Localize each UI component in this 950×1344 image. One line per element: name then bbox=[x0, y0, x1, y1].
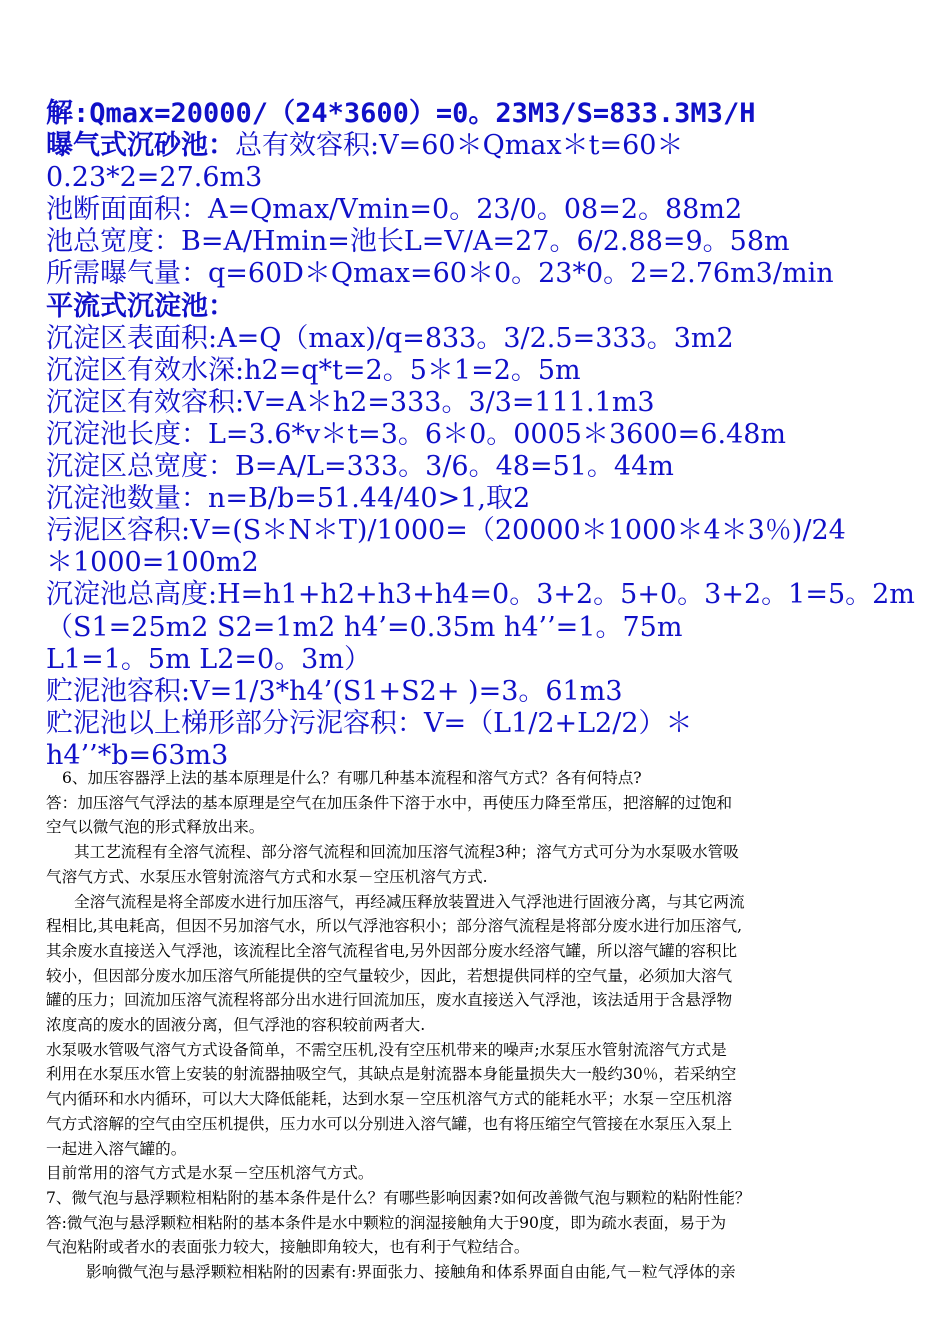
text-line: 浓度高的废水的固液分离，但气浮池的容积较前两者大. bbox=[46, 1016, 426, 1035]
calc-line: 沉淀池长度：L=3.6*v＊t=3。6＊0。0005＊3600=6.48m bbox=[46, 418, 787, 450]
calc-line: （S1=25m2 S2=1m2 h4’=0.35m h4’’=1。75m bbox=[46, 611, 683, 643]
text-line: 一起进入溶气罐的。 bbox=[46, 1139, 187, 1158]
question-line: 7、微气泡与悬浮颗粒相粘附的基本条件是什么？有哪些影响因素?如何改善微气泡与颗粒的粘附性能？ bbox=[46, 1188, 751, 1207]
calc-line: 0.23*2=27.6m3 bbox=[46, 162, 263, 194]
calc-line bbox=[46, 130, 926, 162]
text-line: 气方式溶解的空气由空压机提供，压力水可以分别进入溶气罐，也有将压缩空气管接在水泵压入泵上 bbox=[46, 1114, 733, 1133]
text-line: 影响微气泡与悬浮颗粒相粘附的因素有:界面张力、接触角和体系界面自由能,气－粒气浮体的亲 bbox=[86, 1263, 736, 1282]
calc-line: 贮泥池以上梯形部分污泥容积：V=（L1/2+L2/2）＊ bbox=[46, 707, 693, 739]
text-line: 水泵吸水管吸气溶气方式设备简单，不需空压机,没有空压机带来的噪声;水泵压水管射流溶气方式是 bbox=[46, 1040, 727, 1059]
calc-line: 池总宽度：B=A/Hmin=池长L=V/A=27。6/2.88=9。58m bbox=[46, 226, 790, 258]
text-line: 其余废水直接送入气浮池，该流程比全溶气流程省电,另外因部分废水经溶气罐，所以溶气罐的容积比 bbox=[46, 941, 738, 960]
calc-line: 所需曝气量：q=60D＊Qmax=60＊0。23*0。2=2.76m3/min bbox=[46, 258, 834, 290]
calc-line: 沉淀区有效水深:h2=q*t=2。5＊1=2。5m bbox=[46, 354, 581, 386]
calc-line: ＊1000=100m2 bbox=[46, 547, 259, 579]
text-line: 利用在水泵压水管上安装的射流器抽吸空气，其缺点是射流器本身能量损失大一般约30％，若采纳空 bbox=[46, 1065, 737, 1084]
calc-line: 沉淀池数量：n=B/b=51.44/40>1,取2 bbox=[46, 483, 531, 515]
calc-line: 污泥区容积:V=(S＊N＊T)/1000=（20000＊1000＊4＊3％)/24 bbox=[46, 515, 846, 547]
text-line: 气溶气方式、水泵压水管射流溶气方式和水泵－空压机溶气方式. bbox=[46, 867, 488, 886]
calc-line: 沉淀池总高度:H=h1+h2+h3+h4=0。3+2。5+0。3+2。1=5。2m bbox=[46, 579, 915, 611]
body-text bbox=[46, 766, 916, 1285]
calc-line: 贮泥池容积:V=1/3*h4’(S1+S2+ )=3。61m3 bbox=[46, 675, 623, 707]
text-line: 全溶气流程是将全部废水进行加压溶气，再经减压释放装置进入气浮池进行固液分离，与其它两流 bbox=[74, 892, 745, 911]
calculation-block bbox=[46, 98, 926, 772]
text-line: 答:微气泡与悬浮颗粒相粘附的基本条件是水中颗粒的润湿接触角大于90度，即为疏水表面，易于为 bbox=[46, 1213, 727, 1232]
calc-line: 解:Qmax=20000/（24*3600）=0。23M3/S=833.3M3/H bbox=[46, 98, 756, 129]
calc-line: h4’’*b=63m3 bbox=[46, 739, 229, 771]
calc-line: L1=1。5m L2=0。3m） bbox=[46, 643, 371, 675]
calc-line: 池断面面积：A=Qmax/Vmin=0。23/0。08=2。88m2 bbox=[46, 194, 743, 226]
section-heading: 曝气式沉砂池： bbox=[46, 130, 235, 162]
calc-line: 沉淀区有效容积:V=A＊h2=333。3/3=111.1m3 bbox=[46, 386, 655, 418]
section-heading: 平流式沉淀池： bbox=[46, 290, 235, 322]
text-line: 答：加压溶气气浮法的基本原理是空气在加压条件下溶于水中，再使压力降至常压，把溶解的过饱和 bbox=[46, 793, 733, 812]
text-line: 气内循环和水内循环，可以大大降低能耗，达到水泵－空压机溶气方式的能耗水平；水泵－空压机溶 bbox=[46, 1090, 733, 1109]
text-line: 气泡粘附或者水的表面张力较大，接触即角较大，也有利于气粒结合。 bbox=[46, 1238, 530, 1257]
text-line: 较小，但因部分废水加压溶气所能提供的空气量较少，因此，若想提供同样的空气量，必须加大溶气 bbox=[46, 966, 733, 985]
question-line: 6、加压容器浮上法的基本原理是什么？有哪几种基本流程和溶气方式？各有何特点? bbox=[62, 769, 642, 787]
text-line: 空气以微气泡的形式释放出来。 bbox=[46, 818, 265, 837]
text-line: 目前常用的溶气方式是水泵－空压机溶气方式。 bbox=[46, 1164, 374, 1183]
calc-text: 总有效容积:V=60＊Qmax＊t=60＊ bbox=[235, 130, 684, 162]
calc-line: 沉淀区表面积:A=Q（max)/q=833。3/2.5=333。3m2 bbox=[46, 322, 734, 354]
text-line: 程相比,其电耗高，但因不另加溶气水，所以气浮池容积小；部分溶气流程是将部分废水进行加压溶气, bbox=[46, 917, 743, 936]
calc-line: 沉淀区总宽度：B=A/L=333。3/6。48=51。44m bbox=[46, 451, 674, 483]
calc-line bbox=[46, 291, 926, 323]
text-line: 罐的压力；回流加压溶气流程将部分出水进行回流加压，废水直接送入气浮池，该法适用于含悬浮物 bbox=[46, 991, 733, 1010]
text-line: 其工艺流程有全溶气流程、部分溶气流程和回流加压溶气流程3种；溶气方式可分为水泵吸水管吸 bbox=[74, 843, 739, 862]
